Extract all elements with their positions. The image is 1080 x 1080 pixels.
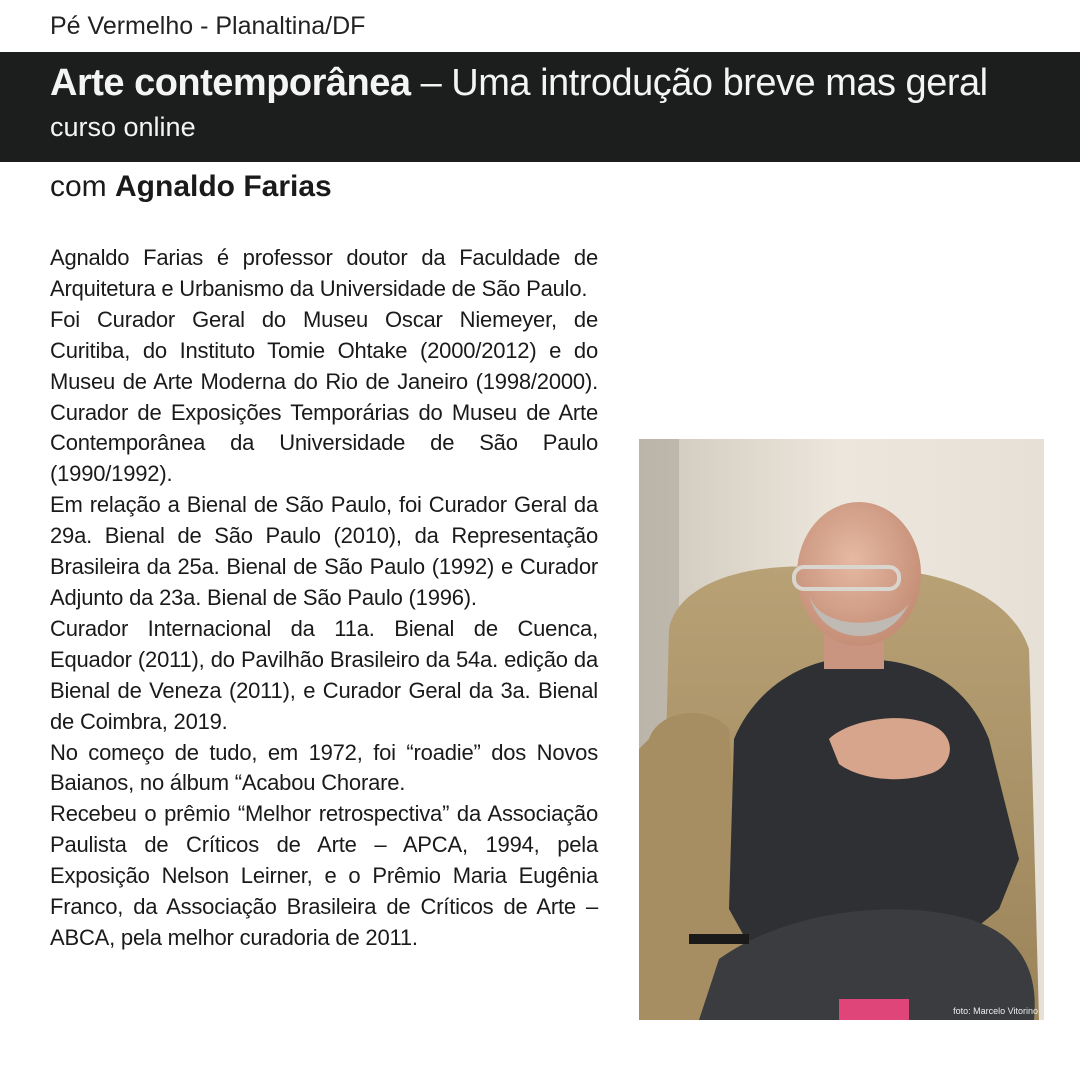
course-title-tagline: – Uma introdução breve mas geral bbox=[410, 62, 988, 104]
sock bbox=[839, 999, 909, 1020]
instructor-prefix: com bbox=[50, 170, 116, 203]
phone bbox=[689, 934, 749, 944]
instructor-name: Agnaldo Farias bbox=[115, 170, 332, 203]
photo-credit: foto: Marcelo Vitorino bbox=[953, 1006, 1038, 1016]
location-label: Pé Vermelho - Planaltina/DF bbox=[50, 12, 366, 40]
portrait-illustration bbox=[639, 439, 1044, 1020]
bio-paragraph: Curador Internacional da 11a. Bienal de Cuenca, Equador (2011), do Pavilhão Brasileiro da 54a. edição da Bienal de Veneza (2011), e Curador Geral da 3a. Bienal de Coimbra, 2019. bbox=[50, 615, 598, 734]
bio-paragraph: Recebeu o prêmio “Melhor retrospectiva” da Associação Paulista de Críticos de Arte – APCA, 1994, pela Exposição Nelson Leirner, e o Prêmio Maria Eugênia Franco, da Associação Brasileira de Críticos de Arte – ABCA, pela melhor curadoria de 2011. bbox=[50, 801, 598, 950]
course-title-main: Arte contemporânea bbox=[50, 62, 411, 104]
bio-text bbox=[50, 243, 598, 954]
bio-paragraph: No começo de tudo, em 1972, foi “roadie” dos Novos Baianos, no álbum “Acabou Chorare. bbox=[50, 739, 598, 796]
title-banner bbox=[0, 52, 1080, 162]
instructor-photo bbox=[639, 439, 1044, 1020]
bio-paragraph: Em relação a Bienal de São Paulo, foi Curador Geral da 29a. Bienal de São Paulo (2010), da Representação Brasileira da 25a. Bienal de São Paulo (1992) e Curador Adjunto da 23a. Bienal de São Paulo (1996). bbox=[50, 492, 598, 610]
course-format: curso online bbox=[50, 112, 196, 142]
bio-paragraph: Agnaldo Farias é professor doutor da Faculdade de Arquitetura e Urbanismo da Universidade de São Paulo. bbox=[50, 245, 598, 301]
bio-paragraph: Foi Curador Geral do Museu Oscar Niemeyer, de Curitiba, do Instituto Tomie Ohtake (2000/2012) e do Museu de Arte Moderna do Rio de Janeiro (1998/2000). Curador de Exposições Temporárias do Museu de Arte Contemporânea da Universidade de São Paulo (1990/1992). bbox=[50, 306, 598, 487]
course-title bbox=[50, 62, 988, 105]
instructor-line bbox=[50, 170, 332, 204]
